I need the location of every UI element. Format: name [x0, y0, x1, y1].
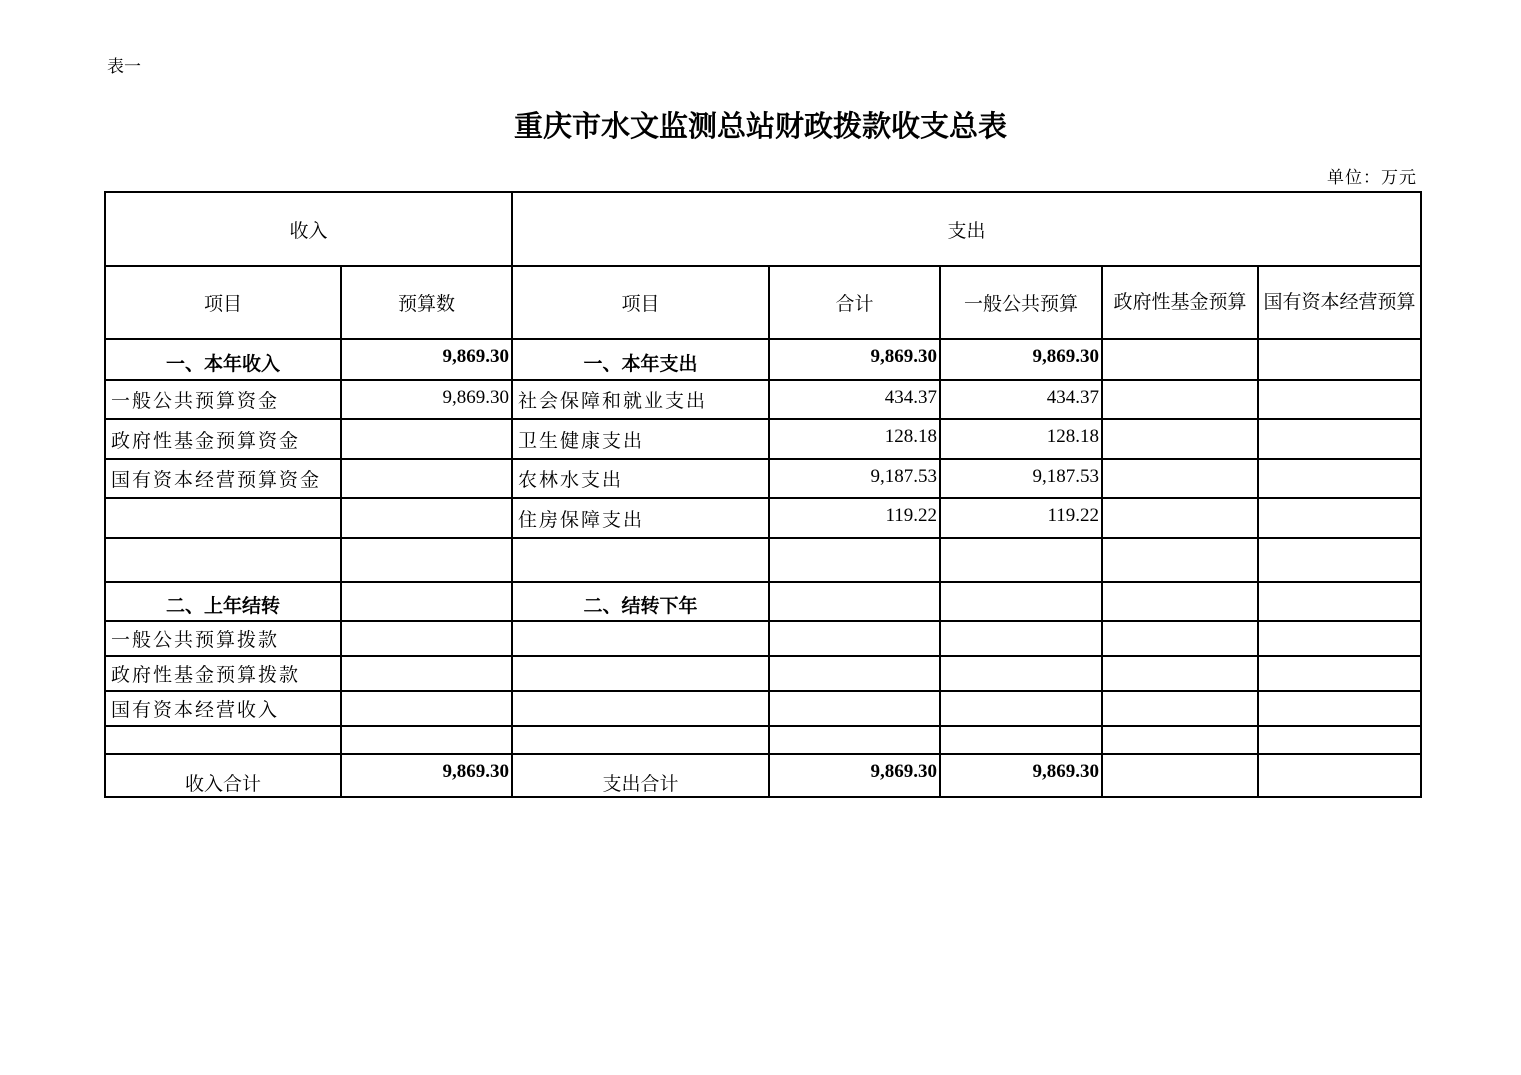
income-budget-header: 预算数 [341, 266, 512, 339]
expense-total-cell: 434.37 [769, 380, 940, 419]
income-item-header: 项目 [105, 266, 341, 339]
expense-total-cell [769, 621, 940, 656]
expense-gov-fund-cell [1102, 380, 1258, 419]
expense-general-cell: 128.18 [940, 419, 1102, 459]
expense-item-header: 项目 [512, 266, 769, 339]
expense-item-cell [512, 691, 769, 726]
expense-total-cell [769, 538, 940, 582]
income-amount-cell [341, 582, 512, 621]
income-amount-cell [341, 419, 512, 459]
expense-general-cell [940, 538, 1102, 582]
expense-state-capital-cell [1258, 380, 1421, 419]
expense-general-cell: 434.37 [940, 380, 1102, 419]
page-title: 重庆市水文监测总站财政拨款收支总表 [513, 109, 1007, 143]
table-row [105, 459, 1421, 498]
table-label: 表一 [107, 57, 141, 77]
income-item-cell [105, 498, 341, 538]
income-total-label: 收入合计 [105, 754, 341, 797]
expense-item-cell: 卫生健康支出 [512, 419, 769, 459]
income-item-cell: 政府性基金预算拨款 [105, 656, 341, 691]
income-item-cell [105, 726, 341, 754]
income-item-cell: 一般公共预算资金 [105, 380, 341, 419]
expense-state-capital-cell [1258, 726, 1421, 754]
income-amount-cell [341, 538, 512, 582]
total-header: 合计 [769, 266, 940, 339]
header-row-2 [105, 266, 1421, 339]
table-row [105, 339, 1421, 380]
income-amount-cell [341, 498, 512, 538]
general-budget-header: 一般公共预算 [940, 266, 1102, 339]
expense-state-capital-cell [1258, 691, 1421, 726]
table-row [105, 538, 1421, 582]
expense-total-cell: 9,187.53 [769, 459, 940, 498]
expense-state-capital-total [1258, 754, 1421, 797]
expense-state-capital-cell [1258, 582, 1421, 621]
expense-gov-fund-cell [1102, 538, 1258, 582]
state-capital-budget-header: 国有资本经营预算 [1258, 266, 1421, 339]
expense-gov-fund-total [1102, 754, 1258, 797]
income-amount-cell [341, 459, 512, 498]
expense-general-cell [940, 691, 1102, 726]
expense-general-cell [940, 726, 1102, 754]
expense-total-cell: 119.22 [769, 498, 940, 538]
table-row [105, 656, 1421, 691]
expense-total-amount: 9,869.30 [769, 754, 940, 797]
expense-state-capital-cell [1258, 419, 1421, 459]
budget-summary-table [104, 191, 1422, 798]
expense-item-cell: 一、本年支出 [512, 339, 769, 380]
expense-total-cell [769, 582, 940, 621]
totals-row [105, 754, 1421, 797]
income-total-amount: 9,869.30 [341, 754, 512, 797]
expense-header: 支出 [512, 192, 1421, 266]
expense-general-cell: 9,869.30 [940, 339, 1102, 380]
expense-general-cell [940, 656, 1102, 691]
table-row [105, 726, 1421, 754]
expense-gov-fund-cell [1102, 498, 1258, 538]
income-amount-cell: 9,869.30 [341, 339, 512, 380]
expense-total-label: 支出合计 [512, 754, 769, 797]
expense-general-cell [940, 621, 1102, 656]
expense-general-cell: 9,187.53 [940, 459, 1102, 498]
income-amount-cell [341, 656, 512, 691]
expense-state-capital-cell [1258, 498, 1421, 538]
expense-gov-fund-cell [1102, 582, 1258, 621]
expense-general-total: 9,869.30 [940, 754, 1102, 797]
expense-gov-fund-cell [1102, 691, 1258, 726]
expense-gov-fund-cell [1102, 621, 1258, 656]
expense-total-cell [769, 656, 940, 691]
expense-gov-fund-cell [1102, 339, 1258, 380]
header-row-1 [105, 192, 1421, 266]
table-row [105, 498, 1421, 538]
income-header: 收入 [105, 192, 512, 266]
expense-state-capital-cell [1258, 459, 1421, 498]
expense-state-capital-cell [1258, 339, 1421, 380]
expense-total-cell [769, 691, 940, 726]
expense-gov-fund-cell [1102, 419, 1258, 459]
income-item-cell [105, 538, 341, 582]
expense-item-cell [512, 656, 769, 691]
expense-general-cell: 119.22 [940, 498, 1102, 538]
expense-gov-fund-cell [1102, 656, 1258, 691]
income-amount-cell [341, 726, 512, 754]
expense-state-capital-cell [1258, 538, 1421, 582]
table-row [105, 419, 1421, 459]
expense-item-cell [512, 726, 769, 754]
table-row [105, 691, 1421, 726]
income-amount-cell [341, 691, 512, 726]
unit-label: 单位：万元 [1327, 168, 1417, 188]
income-item-cell: 国有资本经营收入 [105, 691, 341, 726]
expense-item-cell: 二、结转下年 [512, 582, 769, 621]
expense-gov-fund-cell [1102, 726, 1258, 754]
income-item-cell: 政府性基金预算资金 [105, 419, 341, 459]
gov-fund-budget-header: 政府性基金预算 [1102, 266, 1258, 339]
income-amount-cell [341, 621, 512, 656]
expense-state-capital-cell [1258, 621, 1421, 656]
income-amount-cell: 9,869.30 [341, 380, 512, 419]
expense-item-cell: 农林水支出 [512, 459, 769, 498]
income-item-cell: 二、上年结转 [105, 582, 341, 621]
expense-item-cell [512, 621, 769, 656]
income-item-cell: 国有资本经营预算资金 [105, 459, 341, 498]
table-row [105, 380, 1421, 419]
expense-gov-fund-cell [1102, 459, 1258, 498]
income-item-cell: 一般公共预算拨款 [105, 621, 341, 656]
expense-item-cell [512, 538, 769, 582]
table-row [105, 621, 1421, 656]
expense-general-cell [940, 582, 1102, 621]
expense-total-cell [769, 726, 940, 754]
expense-item-cell: 社会保障和就业支出 [512, 380, 769, 419]
expense-state-capital-cell [1258, 656, 1421, 691]
expense-total-cell: 128.18 [769, 419, 940, 459]
expense-total-cell: 9,869.30 [769, 339, 940, 380]
table-row [105, 582, 1421, 621]
expense-item-cell: 住房保障支出 [512, 498, 769, 538]
income-item-cell: 一、本年收入 [105, 339, 341, 380]
